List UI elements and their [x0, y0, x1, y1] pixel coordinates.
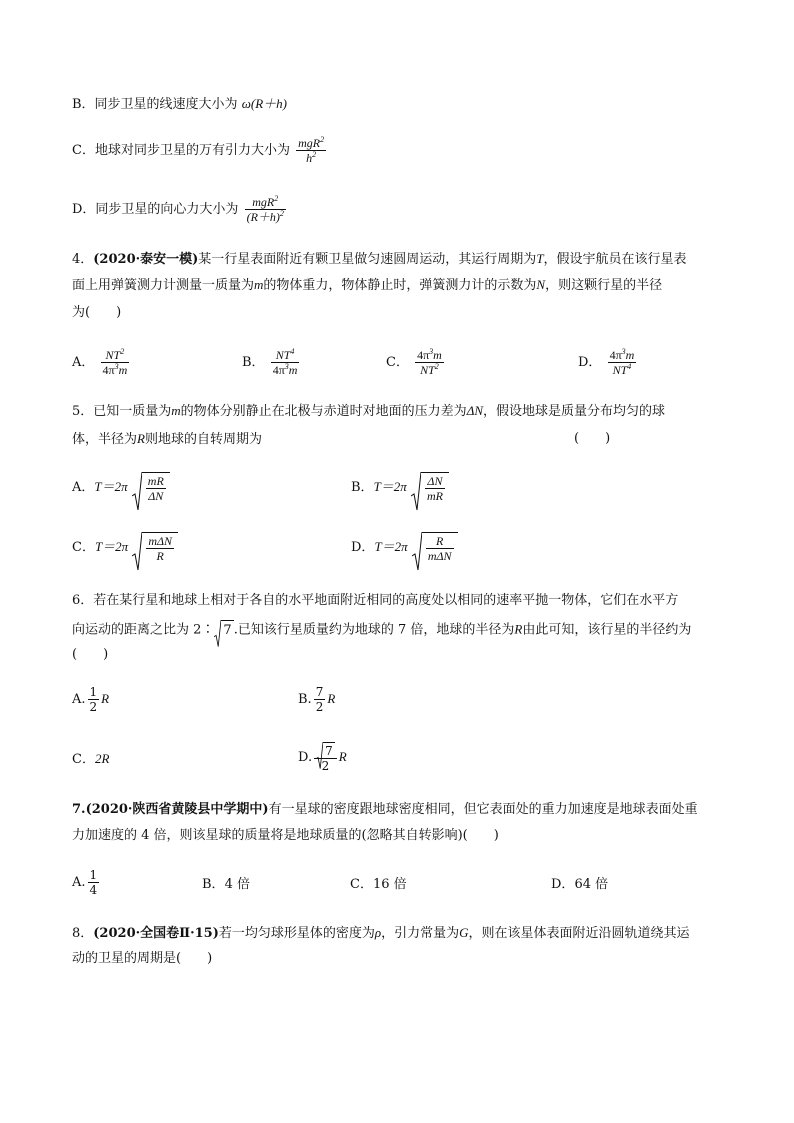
q8-source: (2020·全国卷Ⅱ·15) — [93, 926, 219, 941]
q5-stem-line1: 5．已知一质量为m的物体分别静止在北极与赤道时对地面的压力差为ΔN，假设地球是质量分布均匀的球 — [72, 403, 666, 419]
q5-option-d: D．T＝2π $\frac{R}{\text{mΔN}}$ — [351, 532, 458, 563]
q7-option-c: C．16 倍 — [350, 877, 407, 892]
q3-option-d — [72, 195, 288, 224]
q4-stem-line1: 4．(2020·泰安一模)某一行星表面附近有颗卫星做匀速圆周运动，其运行周期为T，假设宇航员在该行星表 — [72, 251, 687, 267]
q3-option-b-math: ω(R＋h) — [241, 96, 287, 111]
q5-answer-paren: ( ) — [574, 431, 611, 446]
q3-option-c-text: C．地球对同步卫星的万有引力大小为 — [72, 143, 290, 158]
q4-number: 4． — [72, 252, 94, 267]
q5-stem-line2: 体，半径为R则地球的自转周期为 — [72, 431, 262, 447]
q3-option-c-fraction: $\frac{mgR^2}{h^2}$ — [298, 135, 325, 165]
q3-option-d-fraction: $\frac{mgR^2}{(R+h)^2}$ — [246, 194, 284, 224]
q7-source: (2020·陕西省黄陵县中学期中) — [85, 802, 269, 817]
q7-option-a: A. $\frac{1}{4}$ — [72, 868, 98, 897]
q5-option-a: A．T＝2π $\frac{mR}{\Delta N}$ — [72, 472, 170, 503]
q7-stem-line1: 7.(2020·陕西省黄陵县中学期中)有一星球的密度跟地球密度相同，但它表面处的重力加速度是地球表面处重 — [72, 802, 698, 817]
q4-option-d: D． $\frac{4\pi^3m}{NT^4}$ — [578, 347, 635, 377]
q5-option-b: B．T＝2π $\frac{\Delta N}{mR}$ — [351, 472, 449, 503]
q7-option-b: B．4 倍 — [202, 877, 250, 892]
q4-option-a: A． $\frac{NT^2}{4\pi^3m}$ — [72, 347, 128, 377]
q6-stem-line3: ( ) — [72, 647, 109, 662]
q7-stem-line2: 力加速度的 4 倍，则该星球的质量将是地球质量的(忽略其自转影响)( ) — [72, 828, 499, 843]
q8-stem-line1: 8．(2020·全国卷Ⅱ·15)若一均匀球形星体的密度为ρ，引力常量为G，则在该星体表面附近沿圆轨道绕其运 — [72, 925, 690, 941]
q3-option-c — [72, 136, 328, 165]
q4-option-c: C． $\frac{4\pi^3m}{NT^2}$ — [386, 347, 442, 377]
q4-stem-line3: 为( ) — [72, 305, 122, 320]
q3-option-b — [72, 95, 287, 114]
q6-option-a: A. $\frac{1}{2}$ R — [72, 685, 110, 714]
q3-option-b-text: B．同步卫星的线速度大小为 — [72, 97, 238, 112]
q4-stem-line2: 面上用弹簧测力计测量一质量为m的物体重力，物体静止时，弹簧测力计的示数为N，则这颗行星的半径 — [72, 277, 663, 293]
q6-option-d: D. $\frac{7}{2}$ R — [298, 744, 347, 773]
q5-option-c: C．T＝2π $\frac{\text{mΔN}}{R}$ — [72, 532, 178, 563]
q6-option-c: C．2R — [72, 751, 110, 767]
q6-stem-line1: 6．若在某行星和地球上相对于各自的水平地面附近相同的高度处以相同的速率平抛一物体，它们在水平方 — [72, 593, 679, 608]
q3-option-d-text: D．同步卫星的向心力大小为 — [72, 202, 239, 217]
q8-stem-line2: 动的卫星的周期是( ) — [72, 951, 213, 966]
q7-option-d: D．64 倍 — [551, 877, 609, 892]
q4-source: (2020·泰安一模) — [93, 252, 199, 267]
q6-option-b: B. $\frac{7}{2}$ R — [298, 685, 336, 714]
q6-stem-line2: 向运动的距离之比为 2∶ 7 .已知该行星质量约为地球的 7 倍，地球的半径为R由此可知，该行星的半径约为 — [72, 620, 691, 640]
q4-option-b: B． $\frac{NT^4}{4\pi^3m}$ — [242, 347, 298, 377]
